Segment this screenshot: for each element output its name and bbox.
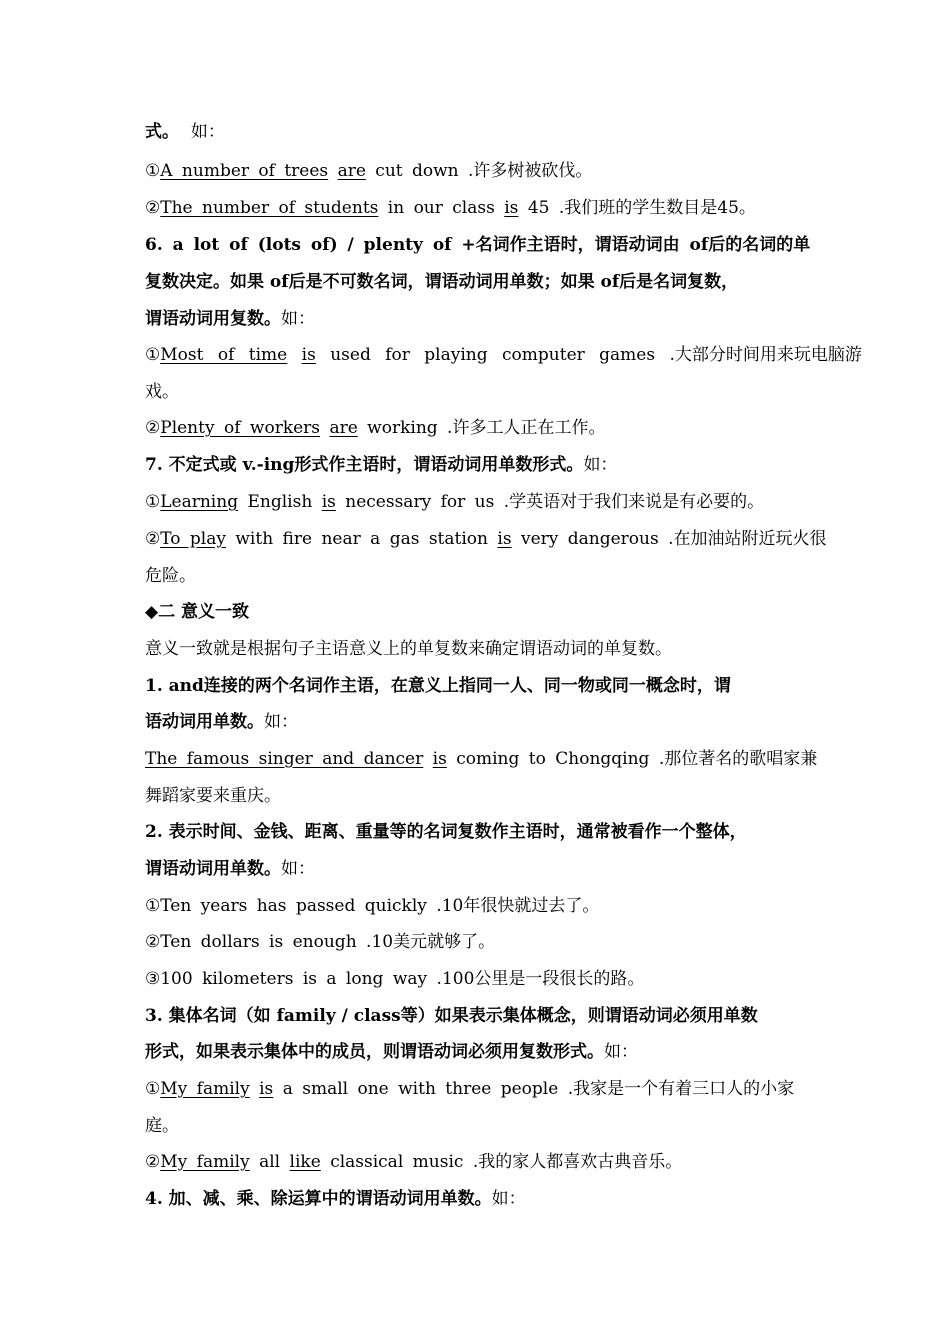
- rule-heading-1: 1. and连接的两个名词作主语，在意义上指同一人、同一物或同一概念时，谓: [145, 676, 731, 696]
- subject-underline: A number of trees: [160, 161, 329, 181]
- line-1: 式。 如：: [145, 122, 225, 142]
- example-line-23: ②Ten dollars is enough .10美元就够了。: [145, 932, 496, 952]
- example-line-12: ②To play with fire near a gas station is very dangerous .在加油站附近玩火很: [145, 529, 827, 549]
- rule-heading-7: 7. 不定式或 v.-ing形式作主语时，谓语动词用单数形式。如：: [145, 455, 618, 475]
- verb-underline: is: [432, 749, 447, 769]
- verb-underline: like: [289, 1152, 321, 1172]
- rule-heading-2: 2. 表示时间、金钱、距离、重量等的名词复数作主语时，通常被看作一个整体，: [145, 822, 747, 842]
- verb-underline: are: [329, 418, 358, 438]
- verb-underline: is: [497, 529, 512, 549]
- rule-heading-4: 4. 加、减、乘、除运算中的谓语动词用单数。如：: [145, 1189, 526, 1209]
- example-line-13: 危险。: [145, 566, 196, 586]
- rule-text-6b: 复数决定。如果 of后是不可数名词，谓语动词用单数；如果 of后是名词复数，: [145, 272, 739, 292]
- subject-underline: The famous singer and dancer: [145, 749, 424, 769]
- example-line-22: ①Ten years has passed quickly .10年很快就过去了。: [145, 896, 600, 916]
- example-line-19: 舞蹈家要来重庆。: [145, 786, 281, 806]
- rule-text-1b: 语动词用单数。如：: [145, 712, 298, 732]
- subject-underline: The number of students: [160, 198, 379, 218]
- example-line-18: The famous singer and dancer is coming to Chongqing .那位著名的歌唱家兼: [145, 749, 818, 769]
- example-line-27: ①My family is a small one with three people .我家是一个有着三口人的小家: [145, 1079, 795, 1099]
- subject-underline: Learning: [160, 492, 239, 512]
- subject-underline: Plenty of workers: [160, 418, 321, 438]
- subject-underline: My family: [160, 1079, 250, 1099]
- rule-heading-6: 6. a lot of (lots of) / plenty of +名词作主语时，谓语动词由 of后的名词的单: [145, 235, 811, 255]
- rule-text-3b: 形式，如果表示集体中的成员，则谓语动词必须用复数形式。如：: [145, 1042, 638, 1062]
- example-line-2: ①A number of trees are cut down .许多树被砍伐。: [145, 161, 593, 181]
- example-line-7: ①Most of time is used for playing computer games .大部分时间用来玩电脑游: [145, 345, 862, 365]
- example-line-28: 庭。: [145, 1116, 179, 1136]
- example-line-3: ②The number of students in our class is 45 .我们班的学生数目是45。: [145, 198, 756, 218]
- verb-underline: is: [301, 345, 316, 365]
- rule-text-2b: 谓语动词用单数。如：: [145, 859, 315, 879]
- example-line-11: ①Learning English is necessary for us .学英语对于我们来说是有必要的。: [145, 492, 765, 512]
- verb-underline: are: [337, 161, 366, 181]
- example-line-8: 戏。: [145, 382, 179, 402]
- rule-text-6c: 谓语动词用复数。如：: [145, 309, 315, 329]
- section-intro: 意义一致就是根据句子主语意义上的单复数来确定谓语动词的单复数。: [145, 639, 672, 659]
- subject-underline: To play: [160, 529, 226, 549]
- subject-underline: Most of time: [160, 345, 288, 365]
- section-heading-2: ◆二 意义一致: [145, 602, 249, 622]
- example-line-29: ②My family all like classical music .我的家人都喜欢古典音乐。: [145, 1152, 683, 1172]
- verb-underline: is: [259, 1079, 274, 1099]
- example-line-9: ②Plenty of workers are working .许多工人正在工作。: [145, 418, 606, 438]
- verb-underline: is: [321, 492, 336, 512]
- verb-underline: is: [504, 198, 519, 218]
- subject-underline: My family: [160, 1152, 250, 1172]
- example-line-24: ③100 kilometers is a long way .100公里是一段很长的路。: [145, 969, 645, 989]
- rule-heading-3: 3. 集体名词（如 family / class等）如果表示集体概念，则谓语动词必须用单数: [145, 1006, 758, 1026]
